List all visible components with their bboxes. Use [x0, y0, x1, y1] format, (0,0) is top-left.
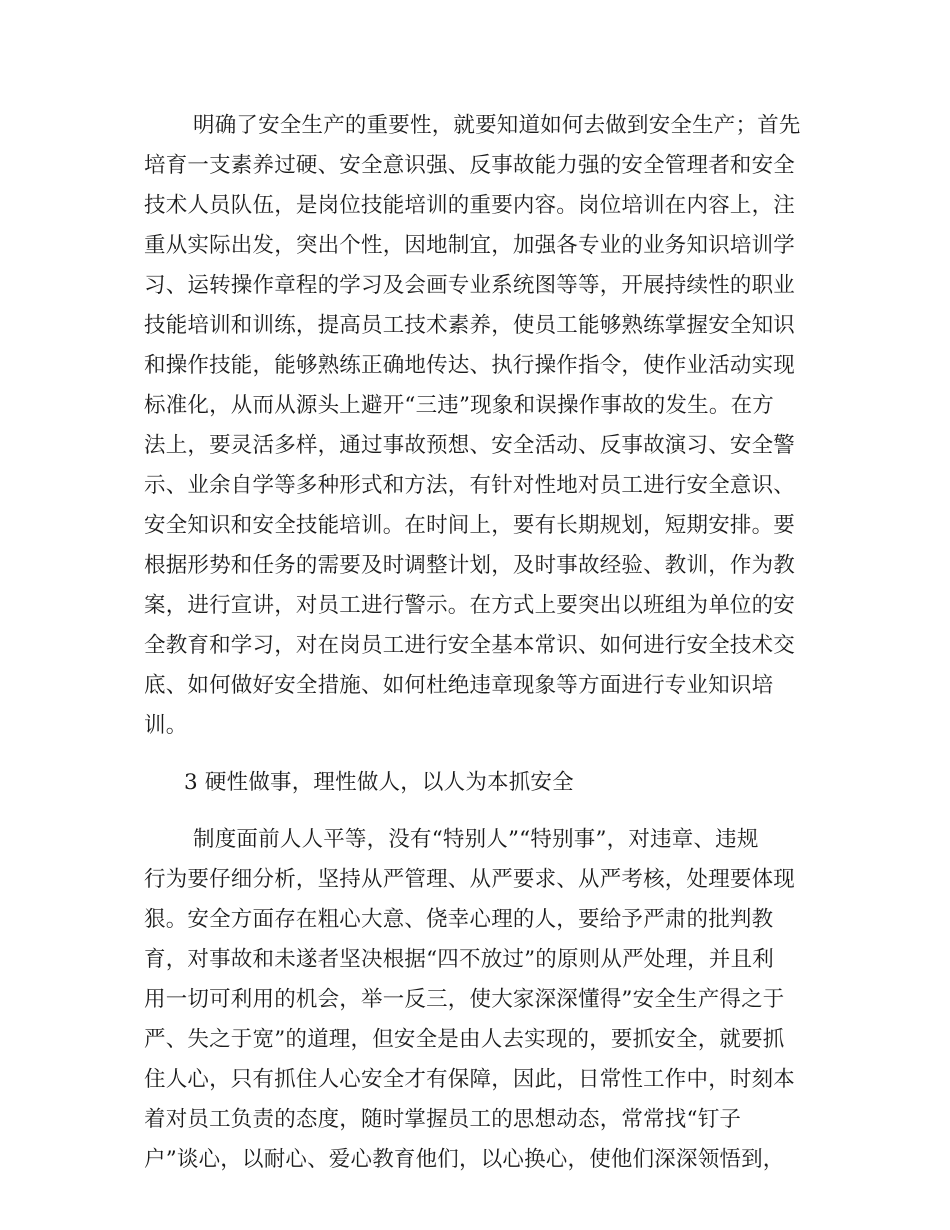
text-line: 标准化，从而从源头上避开“三违”现象和误操作事故的发生。在方 [144, 393, 774, 418]
section-heading: 3 硬性做事，理性做人，以人为本抓安全 [184, 770, 574, 795]
text-line: 育，对事故和未遂者坚决根据“四不放过”的原则从严处理，并且利 [144, 947, 774, 972]
text-line: 技术人员队伍，是岗位技能培训的重要内容。岗位培训在内容上，注 [144, 193, 796, 218]
text-line: 底、如何做好安全措施、如何杜绝违章现象等方面进行专业知识培 [144, 673, 774, 698]
text-line: 技能培训和训练，提高员工技术素养，使员工能够熟练掌握安全知识 [144, 313, 796, 338]
text-line: 狠。安全方面存在粗心大意、侥幸心理的人，要给予严肃的批判教 [144, 907, 774, 932]
text-line: 用一切可利用的机会，举一反三，使大家深深懂得”安全生产得之于 [144, 987, 785, 1012]
text-line: 着对员工负责的态度，随时掌握员工的思想动态，常常找“钉子 [144, 1107, 742, 1132]
text-line: 重从实际出发，突出个性，因地制宜，加强各专业的业务知识培训学 [144, 233, 796, 258]
text-line: 行为要仔细分析，坚持从严管理、从严要求、从严考核，处理要体现 [144, 867, 796, 892]
text-line: 习、运转操作章程的学习及会画专业系统图等等，开展持续性的职业 [144, 273, 796, 298]
text-line: 根据形势和任务的需要及时调整计划，及时事故经验、教训，作为教 [144, 553, 796, 578]
text-line: 安全知识和安全技能培训。在时间上，要有长期规划，短期安排。要 [144, 513, 796, 538]
text-line: 法上，要灵活多样，通过事故预想、安全活动、反事故演习、安全警 [144, 433, 796, 458]
text-line: 和操作技能，能够熟练正确地传达、执行操作指令，使作业活动实现 [144, 353, 796, 378]
text-line: 制度面前人人平等，没有“特别人”“特别事”，对违章、违规 [193, 827, 759, 852]
text-line: 培育一支素养过硬、安全意识强、反事故能力强的安全管理者和安全 [144, 153, 796, 178]
text-line: 示、业余自学等多种形式和方法，有针对性地对员工进行安全意识、 [144, 473, 796, 498]
text-line: 明确了安全生产的重要性，就要知道如何去做到安全生产；首先 [193, 113, 801, 138]
text-line: 住人心，只有抓住人心安全才有保障，因此，日常性工作中，时刻本 [144, 1067, 796, 1092]
text-line: 严、失之于宽”的道理，但安全是由人去实现的，要抓安全，就要抓 [144, 1027, 785, 1052]
text-line: 全教育和学习，对在岗员工进行安全基本常识、如何进行安全技术交 [144, 633, 796, 658]
text-line: 户”谈心，以耐心、爱心教育他们，以心换心，使他们深深领悟到， [144, 1147, 785, 1172]
text-line: 训。 [144, 713, 188, 738]
text-line: 案，进行宣讲，对员工进行警示。在方式上要突出以班组为单位的安 [144, 593, 796, 618]
